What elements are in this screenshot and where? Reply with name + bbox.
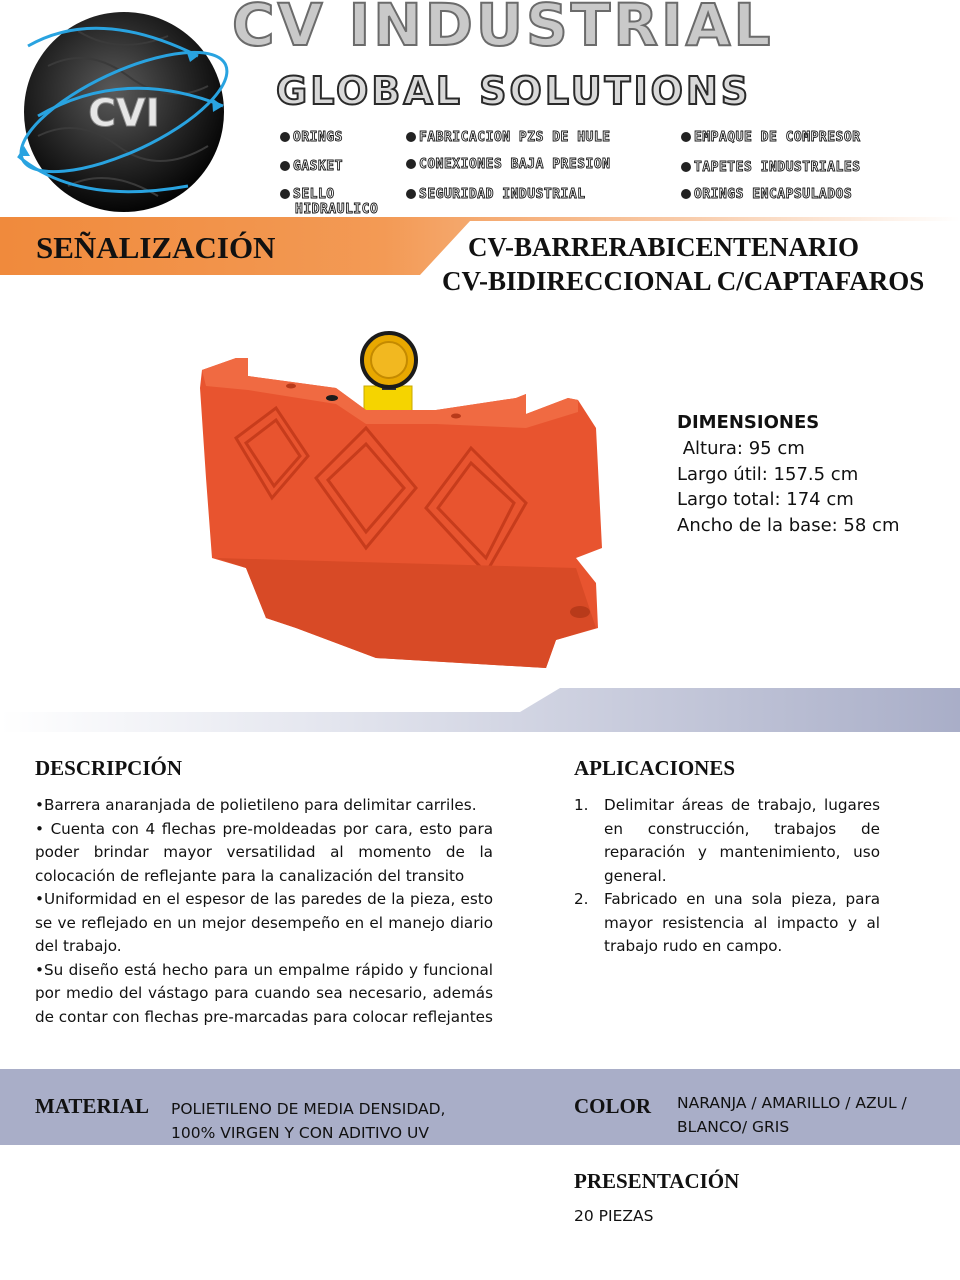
dimension-height: Altura: 95 cm — [677, 437, 805, 459]
bullet-icon — [406, 132, 416, 142]
bullet-icon — [406, 189, 416, 199]
dimension-total-length: Largo total: 174 cm — [677, 489, 854, 511]
service-orings-encapsulados: ORINGS ENCAPSULADOS — [681, 187, 852, 202]
logo-text: CVI — [88, 91, 160, 135]
presentation-value: 20 PIEZAS — [574, 1207, 654, 1225]
product-code-1: CV-BARRERABICENTENARIO — [468, 232, 860, 262]
service-gasket: GASKET — [280, 159, 343, 174]
description-paragraph: •Uniformidad en el espesor de las paredes de la pieza, esto se ve reflejado en un mejor desempeño en el manejo diario del trabajo. — [35, 890, 493, 955]
brand-subtitle: GLOBAL SOLUTIONS — [276, 69, 752, 113]
product-code-2: CV-BIDIRECCIONAL C/CAPTAFAROS — [442, 266, 925, 296]
description-paragraph: •Barrera anaranjada de polietileno para delimitar carriles. — [35, 796, 477, 814]
service-tapetes: TAPETES INDUSTRIALES — [681, 160, 861, 175]
dimension-useful-length: Largo útil: 157.5 cm — [677, 463, 859, 485]
list-item: 2. Fabricado en una sola pieza, para mayor resistencia al impacto y al trabajo rudo en campo. — [574, 890, 880, 955]
service-sello: SELLO HIDRAULICO — [280, 187, 425, 217]
description-paragraph: •Su diseño está hecho para un empalme rápido y funcional por medio del vástago para cuando sea necesario, además de contar con flechas pre-marcadas para colocar reflejantes — [35, 960, 493, 1026]
color-label: COLOR — [574, 1094, 652, 1118]
dimensions-heading: DIMENSIONES — [677, 412, 820, 433]
barrier-product-image — [196, 328, 608, 668]
color-value: NARANJA / AMARILLO / AZUL / BLANCO/ GRIS — [677, 1094, 907, 1136]
bullet-icon — [280, 161, 290, 171]
service-orings: ORINGS — [280, 130, 343, 145]
description-paragraph: • Cuenta con 4 flechas pre-moldeadas por cara, esto para poder brindar mayor versatilidad al momento de la colocación de reflejante para la canalización del transito — [35, 819, 493, 885]
service-seguridad: SEGURIDAD INDUSTRIAL — [406, 187, 586, 202]
cvi-globe-logo — [8, 6, 240, 218]
applications-list — [574, 794, 880, 959]
bullet-icon — [681, 132, 691, 142]
service-empaque: EMPAQUE DE COMPRESOR — [681, 130, 861, 145]
divider-stripe — [0, 688, 960, 732]
service-fabricacion: FABRICACION PZS DE HULE — [406, 130, 611, 145]
dimension-base-width: Ancho de la base: 58 cm — [677, 515, 900, 537]
dimensions-block — [677, 410, 900, 539]
description-heading: DESCRIPCIÓN — [35, 756, 183, 780]
material-value: POLIETILENO DE MEDIA DENSIDAD, 100% VIRGEN Y CON ADITIVO UV — [171, 1100, 446, 1142]
material-label: MATERIAL — [35, 1094, 149, 1118]
bullet-icon — [681, 162, 691, 172]
bullet-icon — [406, 159, 416, 169]
presentation-label: PRESENTACIÓN — [574, 1169, 740, 1193]
service-conexiones: CONEXIONES BAJA PRESION — [406, 157, 611, 172]
bullet-icon — [280, 132, 290, 142]
bullet-icon — [280, 189, 290, 199]
description-body — [35, 794, 493, 1029]
bullet-icon — [681, 189, 691, 199]
brand-title: CV INDUSTRIAL — [232, 0, 774, 59]
applications-heading: APLICACIONES — [574, 756, 736, 780]
list-item: 1. Delimitar áreas de trabajo, lugares en construcción, trabajos de reparación y mantenimiento, uso general. — [574, 796, 880, 885]
category-title: SEÑALIZACIÓN — [36, 230, 276, 265]
